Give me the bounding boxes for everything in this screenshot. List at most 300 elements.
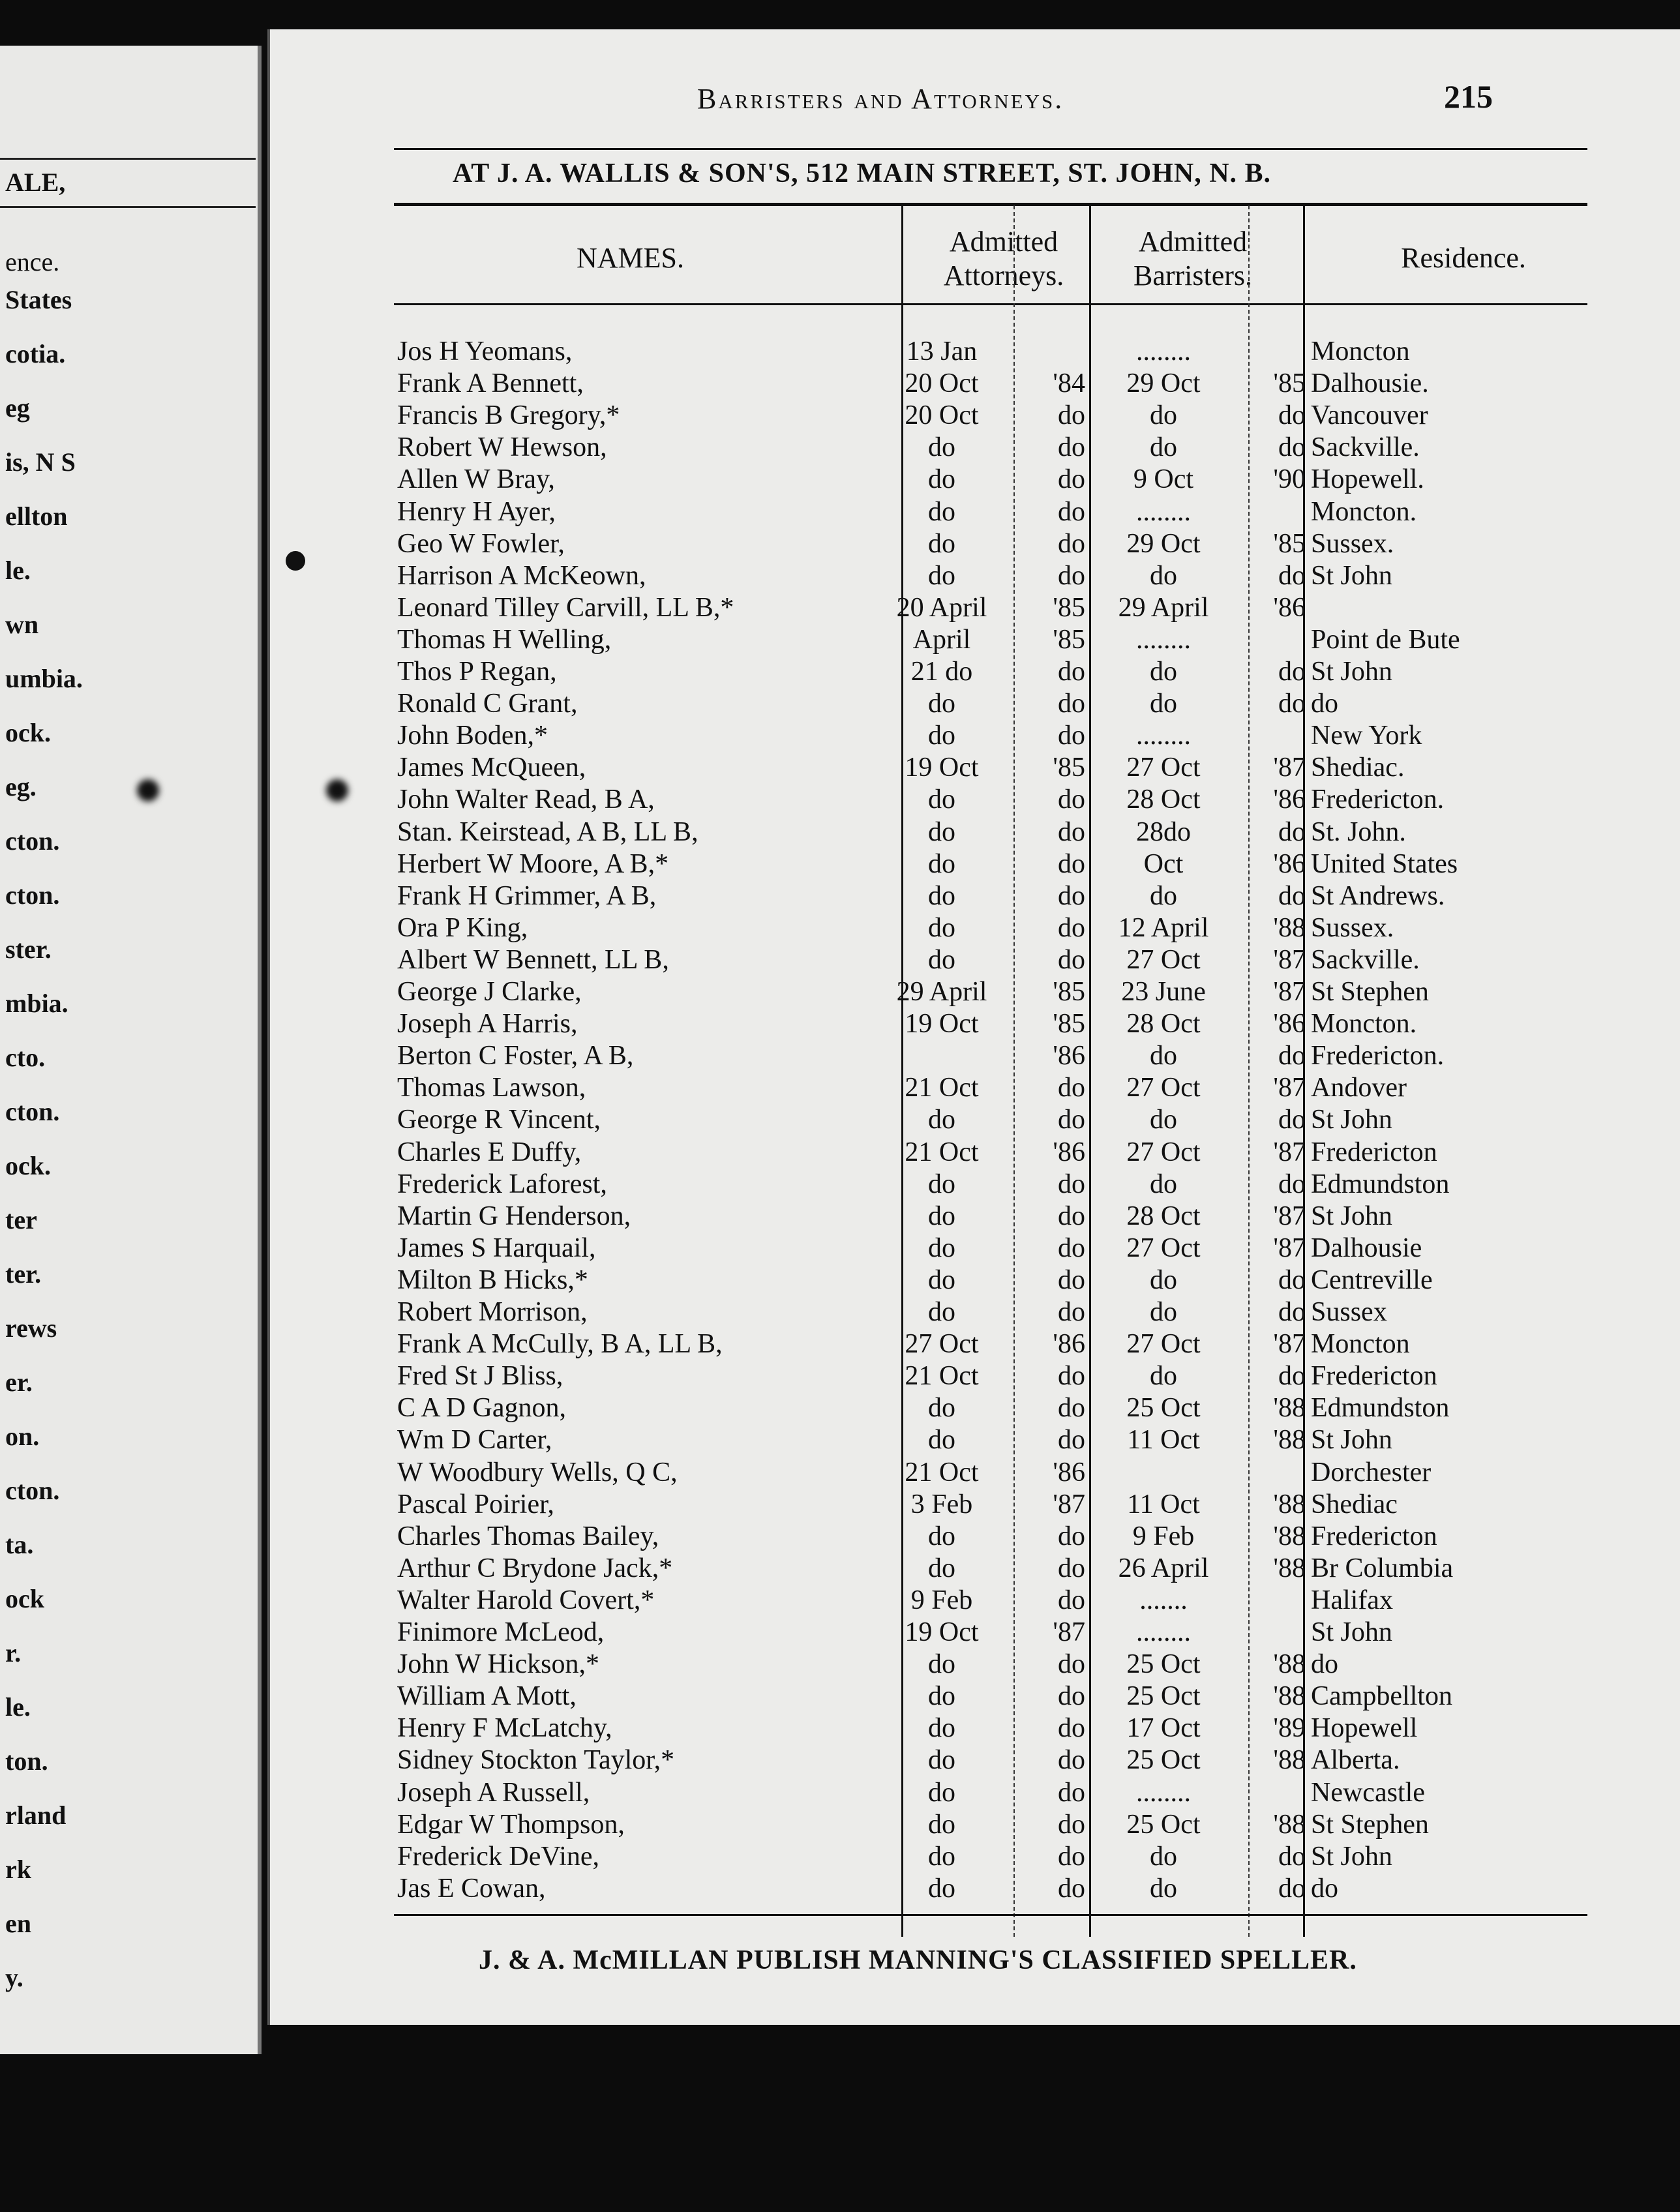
- admitted-attorney-year: do: [1058, 880, 1085, 911]
- left-fragment-text: eg.: [5, 772, 37, 801]
- entry-name: Frederick DeVine,: [397, 1841, 600, 1872]
- left-fragment-text: rk: [5, 1855, 31, 1884]
- residence: Vancouver: [1311, 400, 1428, 431]
- admitted-barrister-date: ........: [1136, 336, 1191, 366]
- entry-name: Frank H Grimmer, A B,: [397, 880, 657, 911]
- admitted-barrister-date: ........: [1136, 496, 1191, 527]
- table-row: [270, 1841, 1679, 1873]
- entry-name: Herbert W Moore, A B,*: [397, 848, 669, 879]
- admitted-attorney-date: do: [928, 432, 955, 463]
- admitted-attorney-date: do: [928, 1297, 955, 1327]
- admitted-attorney-year: '87: [1053, 1489, 1085, 1519]
- entry-name: Ora P King,: [397, 912, 528, 943]
- table-row: [270, 1521, 1679, 1553]
- residence: Andover: [1311, 1073, 1407, 1103]
- table-row: [270, 688, 1679, 720]
- left-fragment-text: cton.: [5, 880, 60, 910]
- entry-name: Jos H Yeomans,: [397, 336, 573, 366]
- admitted-attorney-year: do: [1058, 944, 1085, 975]
- residence: St John: [1311, 657, 1392, 687]
- admitted-attorney-date: do: [928, 880, 955, 911]
- admitted-attorney-year: do: [1058, 1681, 1085, 1712]
- left-fragment-text: ter.: [5, 1259, 42, 1289]
- admitted-attorney-year: do: [1058, 1264, 1085, 1295]
- entry-name: Pascal Poirier,: [397, 1489, 554, 1519]
- table-row: [270, 1137, 1679, 1169]
- entry-name: Sidney Stockton Taylor,*: [397, 1745, 675, 1776]
- table-row: [270, 1553, 1679, 1585]
- entry-name: William A Mott,: [397, 1681, 577, 1712]
- left-fragment-text: eg: [5, 393, 30, 423]
- rule-bottom: [394, 1914, 1587, 1916]
- admitted-attorney-year: do: [1058, 496, 1085, 527]
- entry-name: Fred St J Bliss,: [397, 1361, 563, 1392]
- admitted-attorney-date: 21 Oct: [905, 1457, 979, 1487]
- admitted-barrister-year: do: [1278, 1264, 1306, 1295]
- table-row: [270, 1649, 1679, 1681]
- table-row: [270, 1873, 1679, 1905]
- admitted-attorney-date: 19 Oct: [905, 1617, 979, 1647]
- table-row: [270, 1424, 1679, 1456]
- admitted-attorney-year: do: [1058, 464, 1085, 495]
- admitted-barrister-year: '86: [1273, 785, 1306, 815]
- entry-name: Edgar W Thompson,: [397, 1809, 625, 1840]
- admitted-barrister-year: do: [1278, 1841, 1306, 1872]
- entry-name: Jas E Cowan,: [397, 1873, 546, 1904]
- entry-name: Robert W Hewson,: [397, 432, 607, 463]
- admitted-attorney-date: do: [928, 912, 955, 943]
- column-header-names: NAMES.: [577, 242, 685, 274]
- admitted-barrister-date: 26 April: [1118, 1553, 1209, 1583]
- residence: Hopewell: [1311, 1713, 1418, 1744]
- residence: Dalhousie.: [1311, 368, 1429, 399]
- admitted-barrister-date: 25 Oct: [1126, 1809, 1201, 1840]
- admitted-barrister-year: do: [1278, 400, 1306, 431]
- admitted-barrister-year: '85: [1273, 368, 1306, 399]
- admitted-barrister-year: '90: [1273, 464, 1306, 495]
- admitted-barrister-year: '88: [1273, 1553, 1306, 1583]
- residence: Moncton: [1311, 1329, 1410, 1360]
- left-fragment-text: rland: [5, 1801, 67, 1830]
- entry-name: Finimore McLeod,: [397, 1617, 605, 1647]
- residence: St John: [1311, 1617, 1392, 1647]
- table-row: [270, 848, 1679, 880]
- page-number: 215: [1444, 78, 1493, 115]
- residence: Point de Bute: [1311, 624, 1460, 655]
- column-header-residence: Residence.: [1401, 242, 1526, 274]
- entry-name: Francis B Gregory,*: [397, 400, 620, 431]
- table-row: [270, 528, 1679, 560]
- admitted-attorney-date: do: [928, 689, 955, 719]
- admitted-barrister-date: 27 Oct: [1126, 1137, 1201, 1167]
- table-row: [270, 1169, 1679, 1201]
- admitted-attorney-date: do: [928, 1105, 955, 1135]
- admitted-barrister-year: '88: [1273, 1425, 1306, 1456]
- admitted-barrister-date: 25 Oct: [1126, 1649, 1201, 1680]
- admitted-barrister-year: do: [1278, 1873, 1306, 1904]
- admitted-barrister-year: do: [1278, 816, 1306, 847]
- admitted-barrister-date: do: [1150, 1297, 1177, 1327]
- rule-under-advert: [394, 203, 1587, 206]
- left-fragment-text: ellton: [5, 501, 68, 531]
- admitted-barrister-date: 28 Oct: [1126, 1201, 1201, 1231]
- left-fragment-text: ock.: [5, 1151, 51, 1180]
- admitted-attorney-year: do: [1058, 1713, 1085, 1744]
- entry-name: George J Clarke,: [397, 977, 582, 1007]
- admitted-barrister-date: do: [1150, 1041, 1177, 1071]
- admitted-attorney-year: do: [1058, 1585, 1085, 1615]
- admitted-attorney-date: do: [928, 1264, 955, 1295]
- admitted-barrister-date: ........: [1136, 624, 1191, 655]
- advert-banner-bottom: J. & A. McMILLAN PUBLISH MANNING'S CLASSIFIED SPELLER.: [479, 1945, 1357, 1975]
- residence: Fredericton.: [1311, 1041, 1445, 1071]
- residence: Moncton.: [1311, 496, 1417, 527]
- admitted-attorney-date: do: [928, 528, 955, 559]
- residence: Alberta.: [1311, 1745, 1400, 1776]
- admitted-attorney-year: '85: [1053, 753, 1085, 783]
- admitted-barrister-date: .......: [1139, 1585, 1188, 1615]
- admitted-attorney-year: do: [1058, 816, 1085, 847]
- admitted-attorney-date: do: [928, 560, 955, 591]
- table-row: [270, 1040, 1679, 1072]
- admitted-attorney-year: do: [1058, 657, 1085, 687]
- admitted-barrister-date: 25 Oct: [1126, 1745, 1201, 1776]
- table-row: [270, 1360, 1679, 1392]
- left-fragment-text: rews: [5, 1313, 57, 1343]
- entry-name: Arthur C Brydone Jack,*: [397, 1553, 673, 1583]
- left-fragment-text: cotia.: [5, 339, 66, 368]
- table-row: [270, 1712, 1679, 1744]
- left-fragment-text: cton.: [5, 826, 60, 856]
- advert-banner-top: AT J. A. WALLIS & SON'S, 512 MAIN STREET, ST. JOHN, N. B.: [453, 158, 1272, 188]
- residence: Shediac: [1311, 1489, 1398, 1519]
- residence: Sussex: [1311, 1297, 1387, 1327]
- entry-name: Albert W Bennett, LL B,: [397, 944, 669, 975]
- admitted-barrister-date: do: [1150, 657, 1177, 687]
- admitted-barrister-date: do: [1150, 1361, 1177, 1392]
- residence: St John: [1311, 1201, 1392, 1231]
- table-row: [270, 1104, 1679, 1136]
- residence: New York: [1311, 721, 1422, 751]
- entry-name: Joseph A Harris,: [397, 1009, 578, 1039]
- table-row: [270, 816, 1679, 848]
- residence: St Stephen: [1311, 977, 1429, 1007]
- admitted-attorney-year: do: [1058, 1777, 1085, 1808]
- admitted-barrister-year: '87: [1273, 1201, 1306, 1231]
- entry-name: Walter Harold Covert,*: [397, 1585, 655, 1615]
- table-row: [270, 912, 1679, 944]
- admitted-barrister-year: do: [1278, 560, 1306, 591]
- entry-name: John Boden,*: [397, 721, 548, 751]
- admitted-attorney-year: do: [1058, 1073, 1085, 1103]
- residence: St John: [1311, 560, 1392, 591]
- table-row: [270, 368, 1679, 400]
- admitted-attorney-date: do: [928, 785, 955, 815]
- admitted-attorney-year: do: [1058, 1201, 1085, 1231]
- admitted-barrister-year: do: [1278, 880, 1306, 911]
- admitted-attorney-date: do: [928, 1713, 955, 1744]
- admitted-barrister-year: do: [1278, 1041, 1306, 1071]
- left-fragment-text: ton.: [5, 1746, 48, 1776]
- entry-name: Frank A Bennett,: [397, 368, 584, 399]
- admitted-barrister-date: 29 April: [1118, 592, 1209, 623]
- admitted-attorney-date: 3 Feb: [910, 1489, 973, 1519]
- admitted-barrister-date: do: [1150, 1264, 1177, 1295]
- entry-name: John W Hickson,*: [397, 1649, 599, 1680]
- admitted-attorney-date: do: [928, 1233, 955, 1263]
- admitted-barrister-year: '88: [1273, 1521, 1306, 1551]
- admitted-attorney-year: '85: [1053, 624, 1085, 655]
- residence: Edmundston: [1311, 1169, 1450, 1199]
- admitted-barrister-date: do: [1150, 400, 1177, 431]
- admitted-attorney-year: do: [1058, 1553, 1085, 1583]
- admitted-barrister-year: '88: [1273, 1809, 1306, 1840]
- left-subheader: ence.: [5, 247, 60, 276]
- admitted-attorney-date: 21 Oct: [905, 1361, 979, 1392]
- residence: Moncton.: [1311, 1009, 1417, 1039]
- table-row: [270, 1489, 1679, 1521]
- admitted-barrister-date: do: [1150, 560, 1177, 591]
- residence: Fredericton: [1311, 1521, 1437, 1551]
- table-row: [270, 400, 1679, 432]
- entry-name: Charles E Duffy,: [397, 1137, 582, 1167]
- table-row: [270, 1681, 1679, 1712]
- admitted-attorney-year: do: [1058, 848, 1085, 879]
- admitted-attorney-date: April: [912, 624, 971, 655]
- table-row: [270, 624, 1679, 656]
- residence: Sackville.: [1311, 944, 1420, 975]
- left-fragment-text: ster.: [5, 934, 52, 964]
- admitted-barrister-year: '87: [1273, 1073, 1306, 1103]
- table-row: [270, 464, 1679, 496]
- left-header: ALE,: [5, 168, 66, 197]
- admitted-barrister-date: 29 Oct: [1126, 528, 1201, 559]
- entry-name: W Woodbury Wells, Q C,: [397, 1457, 678, 1487]
- table-row: [270, 1233, 1679, 1264]
- table-row: [270, 1392, 1679, 1424]
- admitted-attorney-date: 20 Oct: [905, 400, 979, 431]
- admitted-barrister-year: '86: [1273, 1009, 1306, 1039]
- admitted-attorney-date: 27 Oct: [905, 1329, 979, 1360]
- residence: Hopewell.: [1311, 464, 1424, 495]
- admitted-attorney-date: do: [928, 1553, 955, 1583]
- rule-top: [394, 148, 1587, 150]
- admitted-barrister-date: 28 Oct: [1126, 785, 1201, 815]
- ink-spot: [137, 779, 159, 801]
- admitted-attorney-date: 13 Jan: [906, 336, 978, 366]
- admitted-barrister-date: do: [1150, 1841, 1177, 1872]
- rule-under-headers: [394, 303, 1587, 305]
- admitted-attorney-year: do: [1058, 1361, 1085, 1392]
- residence: St. John.: [1311, 816, 1406, 847]
- entry-name: Wm D Carter,: [397, 1425, 552, 1456]
- admitted-barrister-year: do: [1278, 657, 1306, 687]
- admitted-barrister-year: '88: [1273, 1681, 1306, 1712]
- admitted-barrister-date: 27 Oct: [1126, 1329, 1201, 1360]
- admitted-attorney-year: do: [1058, 400, 1085, 431]
- admitted-attorney-year: '85: [1053, 1009, 1085, 1039]
- admitted-attorney-year: do: [1058, 432, 1085, 463]
- residence: Shediac.: [1311, 753, 1405, 783]
- admitted-attorney-date: 19 Oct: [905, 753, 979, 783]
- admitted-barrister-date: do: [1150, 1169, 1177, 1199]
- table-row: [270, 1008, 1679, 1040]
- admitted-barrister-date: do: [1150, 1105, 1177, 1135]
- admitted-barrister-date: ........: [1136, 1617, 1191, 1647]
- left-fragment-text: er.: [5, 1368, 33, 1397]
- entry-name: Henry F McLatchy,: [397, 1713, 612, 1744]
- entry-name: C A D Gagnon,: [397, 1393, 567, 1424]
- admitted-attorney-year: do: [1058, 1105, 1085, 1135]
- residence: Sussex.: [1311, 912, 1394, 943]
- residence: do: [1311, 1649, 1338, 1680]
- table-row: [270, 1457, 1679, 1489]
- table-row: [270, 944, 1679, 976]
- admitted-barrister-year: '87: [1273, 753, 1306, 783]
- admitted-attorney-year: '86: [1053, 1041, 1085, 1071]
- residence: Centreville: [1311, 1264, 1433, 1295]
- admitted-attorney-year: do: [1058, 1393, 1085, 1424]
- admitted-barrister-year: do: [1278, 1169, 1306, 1199]
- table-row: [270, 1296, 1679, 1328]
- entry-name: George R Vincent,: [397, 1105, 601, 1135]
- left-fragment-text: States: [5, 285, 72, 314]
- admitted-attorney-date: do: [928, 1425, 955, 1456]
- admitted-attorney-year: do: [1058, 528, 1085, 559]
- residence: Sussex.: [1311, 528, 1394, 559]
- admitted-attorney-date: 21 do: [910, 657, 973, 687]
- entry-name: Leonard Tilley Carvill, LL B,*: [397, 592, 734, 623]
- admitted-attorney-year: do: [1058, 560, 1085, 591]
- admitted-attorney-date: 19 Oct: [905, 1009, 979, 1039]
- entry-name: Thomas H Welling,: [397, 624, 612, 655]
- entry-name: Charles Thomas Bailey,: [397, 1521, 659, 1551]
- residence: do: [1311, 689, 1338, 719]
- ink-spot: [326, 779, 348, 801]
- ink-spot: [286, 551, 305, 571]
- admitted-attorney-year: '86: [1053, 1137, 1085, 1167]
- admitted-attorney-date: 29 April: [896, 977, 987, 1007]
- admitted-attorney-date: do: [928, 1393, 955, 1424]
- admitted-attorney-year: do: [1058, 785, 1085, 815]
- admitted-attorney-year: do: [1058, 1521, 1085, 1551]
- table-row: [270, 880, 1679, 912]
- residence: St John: [1311, 1425, 1392, 1456]
- entry-name: Martin G Henderson,: [397, 1201, 631, 1231]
- left-fragment-text: ock.: [5, 718, 51, 747]
- admitted-barrister-year: do: [1278, 689, 1306, 719]
- left-fragment-text: mbia.: [5, 989, 68, 1018]
- admitted-attorney-year: do: [1058, 1809, 1085, 1840]
- residence: Fredericton: [1311, 1361, 1437, 1392]
- table-row: [270, 496, 1679, 528]
- entry-name: Robert Morrison,: [397, 1297, 588, 1327]
- residence: Dalhousie: [1311, 1233, 1422, 1263]
- entry-name: Allen W Bray,: [397, 464, 555, 495]
- admitted-attorney-date: do: [928, 848, 955, 879]
- left-fragment-text: le.: [5, 1692, 31, 1722]
- entry-name: Berton C Foster, A B,: [397, 1041, 634, 1071]
- admitted-barrister-year: do: [1278, 1105, 1306, 1135]
- admitted-attorney-year: do: [1058, 1297, 1085, 1327]
- admitted-attorney-year: do: [1058, 1873, 1085, 1904]
- table-row: [270, 1809, 1679, 1841]
- table-row: [270, 1072, 1679, 1104]
- table-row: [270, 1328, 1679, 1360]
- admitted-attorney-year: '86: [1053, 1329, 1085, 1360]
- admitted-attorney-year: '86: [1053, 1457, 1085, 1487]
- admitted-barrister-year: '88: [1273, 912, 1306, 943]
- table-row: [270, 1744, 1679, 1776]
- entry-name: Milton B Hicks,*: [397, 1264, 588, 1295]
- left-fragment-text: ta.: [5, 1530, 34, 1559]
- residence: do: [1311, 1873, 1338, 1904]
- left-fragment-text: cton.: [5, 1476, 60, 1505]
- column-header-barristers: Admitted Barristers.: [1133, 226, 1253, 291]
- admitted-attorney-year: do: [1058, 1841, 1085, 1872]
- left-fragment-text: ter: [5, 1205, 37, 1234]
- admitted-barrister-date: Oct: [1143, 848, 1184, 879]
- admitted-barrister-date: 9 Oct: [1133, 464, 1194, 495]
- entry-name: Harrison A McKeown,: [397, 560, 646, 591]
- residence: St Andrews.: [1311, 880, 1445, 911]
- admitted-attorney-date: do: [928, 816, 955, 847]
- admitted-barrister-year: do: [1278, 1297, 1306, 1327]
- column-header-attorneys: Admitted Attorneys.: [943, 226, 1064, 291]
- admitted-attorney-date: do: [928, 944, 955, 975]
- admitted-attorney-date: do: [928, 464, 955, 495]
- left-fragment-text: y.: [5, 1963, 23, 1992]
- table-row: [270, 1201, 1679, 1233]
- table-row: [270, 1264, 1679, 1296]
- entry-name: John Walter Read, B A,: [397, 785, 655, 815]
- admitted-barrister-year: '88: [1273, 1489, 1306, 1519]
- admitted-attorney-date: do: [928, 1873, 955, 1904]
- admitted-attorney-date: do: [928, 1201, 955, 1231]
- entry-name: Henry H Ayer,: [397, 496, 556, 527]
- admitted-barrister-date: 9 Feb: [1132, 1521, 1195, 1551]
- entry-name: Ronald C Grant,: [397, 689, 578, 719]
- admitted-barrister-year: do: [1278, 432, 1306, 463]
- admitted-attorney-year: do: [1058, 721, 1085, 751]
- admitted-barrister-date: 27 Oct: [1126, 1073, 1201, 1103]
- admitted-barrister-year: '86: [1273, 848, 1306, 879]
- admitted-attorney-year: do: [1058, 1169, 1085, 1199]
- residence: Fredericton: [1311, 1137, 1437, 1167]
- admitted-attorney-date: 20 April: [896, 592, 987, 623]
- admitted-attorney-date: do: [928, 1521, 955, 1551]
- admitted-attorney-year: do: [1058, 1425, 1085, 1456]
- table-row: [270, 976, 1679, 1008]
- admitted-barrister-year: '88: [1273, 1745, 1306, 1776]
- admitted-attorney-year: do: [1058, 689, 1085, 719]
- admitted-barrister-date: do: [1150, 689, 1177, 719]
- residence: Br Columbia: [1311, 1553, 1454, 1583]
- admitted-attorney-date: 21 Oct: [905, 1137, 979, 1167]
- admitted-barrister-date: 12 April: [1118, 912, 1209, 943]
- admitted-attorney-date: 21 Oct: [905, 1073, 979, 1103]
- admitted-attorney-date: do: [928, 496, 955, 527]
- admitted-barrister-date: 29 Oct: [1126, 368, 1201, 399]
- directory-page: [267, 29, 1680, 2025]
- entry-name: Frederick Laforest,: [397, 1169, 607, 1199]
- residence: St John: [1311, 1105, 1392, 1135]
- entry-name: Frank A McCully, B A, LL B,: [397, 1329, 723, 1360]
- admitted-barrister-date: 28 Oct: [1126, 1009, 1201, 1039]
- residence: Newcastle: [1311, 1777, 1425, 1808]
- admitted-barrister-date: 25 Oct: [1126, 1681, 1201, 1712]
- table-row: [270, 592, 1679, 624]
